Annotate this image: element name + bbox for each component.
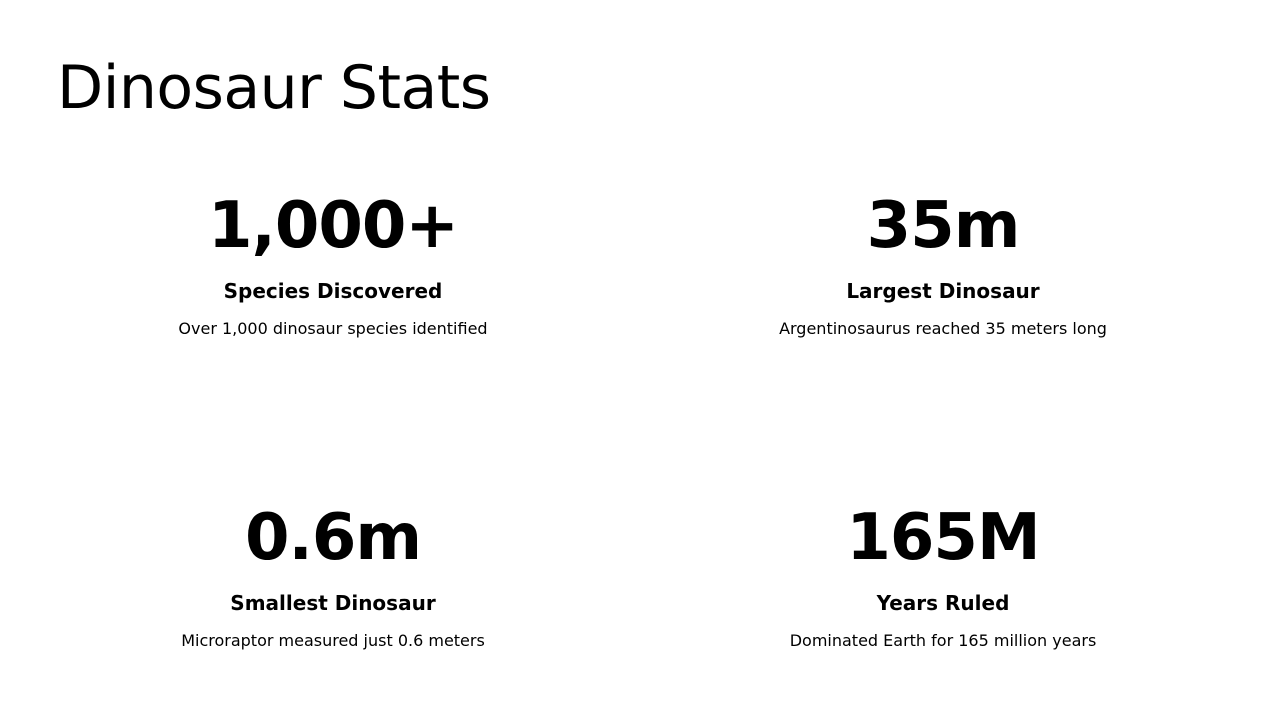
stat-description: Argentinosaurus reached 35 meters long <box>779 319 1107 338</box>
stat-card-species <box>53 188 613 339</box>
page-title: Dinosaur Stats <box>57 53 491 123</box>
stat-value: 0.6m <box>244 501 422 575</box>
stat-label: Largest Dinosaur <box>846 279 1040 303</box>
stat-value: 1,000+ <box>207 189 459 263</box>
stat-description: Dominated Earth for 165 million years <box>789 631 1097 650</box>
stat-description: Over 1,000 dinosaur species identified <box>178 319 488 338</box>
stat-label: Species Discovered <box>223 279 443 303</box>
stat-description: Microraptor measured just 0.6 meters <box>181 631 485 650</box>
stat-label: Years Ruled <box>876 591 1010 615</box>
stat-card-largest <box>663 188 1223 339</box>
stat-value: 165M <box>846 501 1040 575</box>
stat-label: Smallest Dinosaur <box>230 591 436 615</box>
stat-value: 35m <box>866 189 1020 263</box>
stat-card-years <box>663 500 1223 651</box>
stat-card-smallest <box>53 500 613 651</box>
